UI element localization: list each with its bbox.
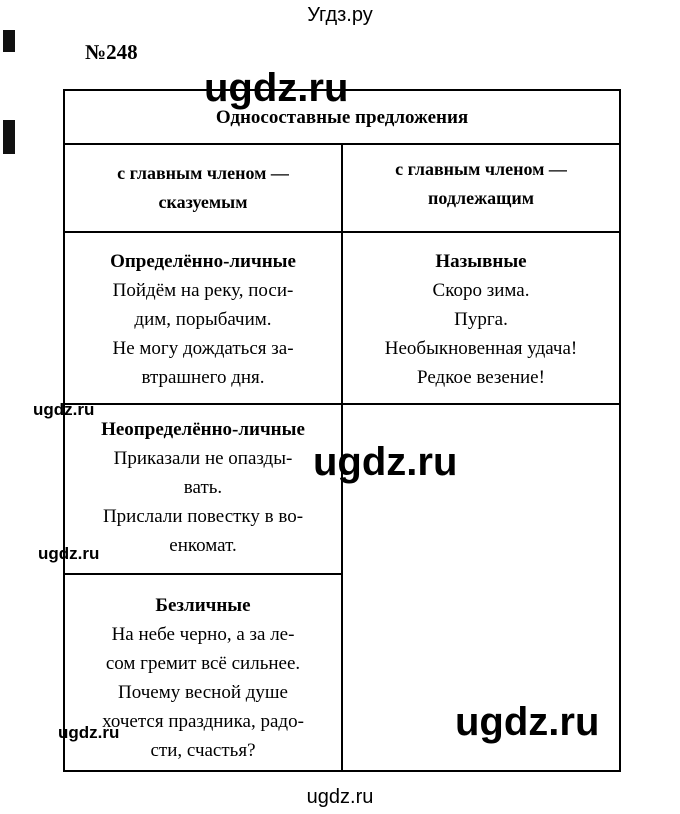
- example-line: сом гремит всё сильнее.: [105, 653, 301, 674]
- impersonal-cell: [63, 573, 343, 772]
- column-header-predicate: [63, 143, 343, 233]
- watermark: ugdz.ru: [204, 66, 349, 110]
- example-line: Необыкновенная удача!: [384, 338, 578, 359]
- cell-title: Определённо-личные: [110, 251, 296, 272]
- example-line: Пурга.: [454, 309, 508, 330]
- cell-title: Безличные: [155, 595, 251, 616]
- nominative-cell: [341, 231, 621, 405]
- example-line: Почему весной душе: [117, 682, 288, 703]
- example-line: хочется праздника, радо-: [102, 711, 304, 732]
- example-line: енкомат.: [169, 535, 237, 556]
- watermark: ugdz.ru: [38, 544, 100, 563]
- example-line: вать.: [183, 477, 223, 498]
- task-number: №248: [85, 40, 138, 64]
- site-header: Угдз.ру: [307, 4, 373, 26]
- example-line: Пойдём на реку, поси-: [112, 280, 294, 301]
- indefinite-personal-cell: [63, 403, 343, 575]
- example-line: Приказали не опазды-: [113, 448, 293, 469]
- watermark: ugdz.ru: [455, 700, 600, 744]
- example-line: Скоро зима.: [432, 280, 530, 301]
- watermark: ugdz.ru: [58, 723, 120, 742]
- example-line: втрашнего дня.: [141, 367, 265, 388]
- cell-title: Неопределённо-личные: [101, 419, 305, 440]
- column-header-line: с главным членом —: [395, 159, 567, 179]
- site-footer: ugdz.ru: [306, 786, 374, 808]
- example-line: сти, счастья?: [150, 740, 256, 761]
- definite-personal-cell: [63, 231, 343, 405]
- column-header-line: сказуемым: [158, 192, 248, 212]
- table-title: Односоставные предложения: [215, 107, 469, 128]
- example-line: Не могу дождаться за-: [112, 338, 294, 359]
- example-line: На небе черно, а за ле-: [111, 624, 295, 645]
- watermark: ugdz.ru: [313, 440, 458, 484]
- column-header-subject: [341, 143, 621, 233]
- example-line: Прислали повестку в во-: [102, 506, 304, 527]
- column-header-line: с главным членом —: [117, 163, 289, 183]
- example-line: Редкое везение!: [417, 367, 545, 388]
- cell-title: Назывные: [435, 251, 527, 272]
- scan-margin-mark: [3, 120, 15, 154]
- watermark: ugdz.ru: [33, 400, 95, 419]
- column-header-line: подлежащим: [428, 188, 534, 208]
- example-line: дим, порыбачим.: [134, 309, 272, 330]
- sentence-types-table: [63, 89, 621, 772]
- scan-margin-mark: [3, 30, 15, 52]
